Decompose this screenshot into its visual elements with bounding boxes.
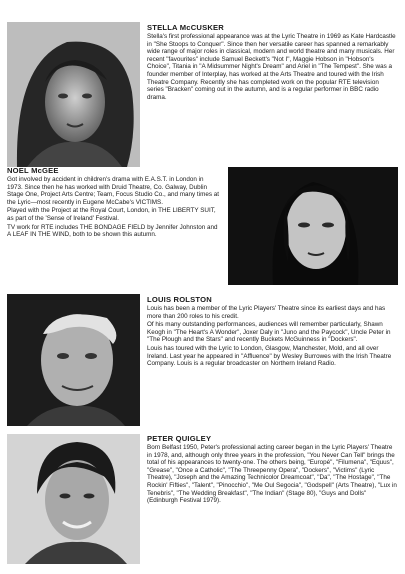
- profile-noel-mcgee: [7, 166, 219, 239]
- actor-name: NOEL McGEE: [7, 166, 59, 175]
- actor-name: LOUIS ROLSTON: [147, 295, 212, 304]
- actor-name: STELLA McCUSKER: [147, 23, 224, 32]
- actor-name: PETER QUIGLEY: [147, 434, 212, 443]
- bio-paragraph: Born Belfast 1950, Peter's professional acting career began in the Lyric Players' Theatre in 1978, and, although only three years in the profession, "You Never Can Tell" brings the total of his appearances to twenty-one. The others being, "Europé", "Filumena", "Equus", "Grease", "Once a Catholic", "The Threepenny Opera", "Dockers", "Victims" (Lyric Theatre), "Joseph and the Amazing Technicolor Dreamcoat", "Da", "The Hostage", "The Rockin' Fifties", "Talent", "Pinocchio", "Me Oul Segocia", "Godspell" (Arts Theatre), "Lux in Tenebris", "The Wedding Breakfast", "The Indian" (Stage 80), "Guys and Dolls" (Edinburgh Festival 1979).: [147, 444, 397, 505]
- bio-paragraph: Stella's first professional appearance was at the Lyric Theatre in 1969 as Kate Hardcastle in "She Stoops to Conquer". Since then her versatile career has spanned a remarkably wide range of major roles in classical, modern and world theatre and many musicals. Her recent "favourites" include Samuel Beckett's "Not I", Maggie Hobson in "Hobson's Choice", Titania in "A Midsummer Night's Dream" and Ariel in "The Tempest". She was a founder member of Interplay, has worked at the Arts Theatre and toured with the Irish Theatre Company. Recently she has completed work on the popular RTE television series "Bracken" coming out in the autumn, and is a regular performer in BBC radio drama.: [147, 33, 396, 101]
- profile-peter-quigley: [147, 434, 397, 505]
- bio-paragraph: Got involved by accident in children's drama with E.A.S.T. in London in 1973. Since then he has worked with Druid Theatre, Co. Galway, Dublin Stage One, Project Arts Centre; Team, Focus Studio Co., and many times at the Lyric—most recently in Eugene McCabe's VICTIMS.: [7, 176, 219, 206]
- portrait-louis-image: [7, 294, 140, 426]
- portrait-stella-mccusker: [7, 22, 140, 167]
- portrait-stella-image: [7, 22, 140, 167]
- portrait-noel-mcgee: [228, 167, 398, 285]
- bio-paragraph: TV work for RTE includes THE BONDAGE FIELD by Jennifer Johnston and A LEAF IN THE WIND, both to be shown this autumn.: [7, 223, 218, 239]
- bio-paragraph: Of his many outstanding performances, audiences will remember particularly, Shawn Keogh in "The Heart's A Wonder", Joxer Daly in "Juno and the Paycock", Uncle Peter in "The Plough and the Stars" and recently Buckets McGuinness in "Dockers".: [147, 321, 391, 344]
- profile-stella-mccusker: [147, 23, 397, 101]
- bio-paragraph: Played with the Project at the Royal Court, London, in THE LIBERTY SUIT, as part of the 'Sense of Ireland' Festival.: [7, 207, 216, 222]
- portrait-louis-rolston: [7, 294, 140, 426]
- bio-paragraph: Louis has toured with the Lyric to London, Glasgow, Manchester, Mold, and all over Ireland. Last year he appeared in "Affluence" by Wesley Burrowes with the Irish Theatre Company. Louis is a regular broadcaster on Northern Ireland Radio.: [147, 344, 392, 368]
- portrait-noel-image: [228, 167, 398, 285]
- portrait-peter-image: [7, 434, 140, 564]
- bio-paragraph: Louis has been a member of the Lyric Players' Theatre since its earliest days and has more than 200 roles to his credit.: [147, 305, 386, 320]
- profile-louis-rolston: [147, 295, 397, 368]
- portrait-peter-quigley: [7, 434, 140, 564]
